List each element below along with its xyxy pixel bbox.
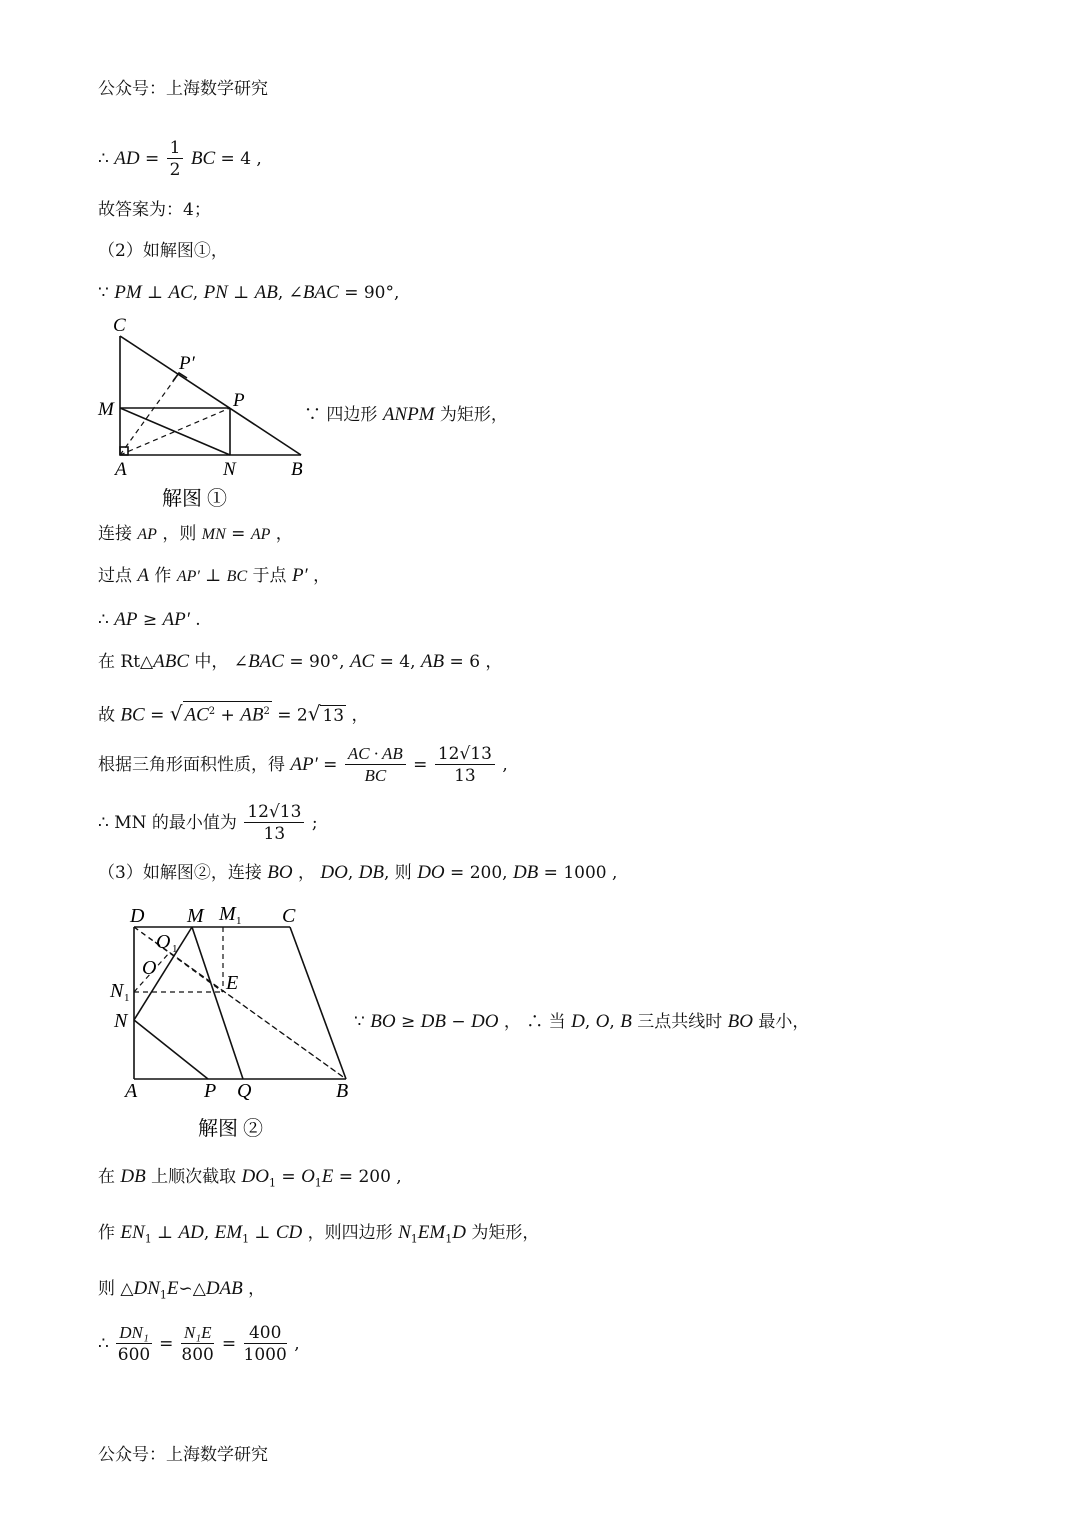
line-ad-equals: ∴ AD = $\frac{1}{2}$ BC = 4 , (98, 138, 262, 180)
fig1-caption: 解图 ① (162, 488, 227, 510)
figure-2-diagram (108, 900, 358, 1145)
line-part2: （2）如解图①， (98, 241, 228, 261)
fig1-label-p-prime: P′ (179, 353, 195, 374)
fig2-label-n1: N (110, 980, 124, 1002)
fig2-label-o1: O (156, 931, 171, 953)
fraction-half: $\frac{1}{2}$ (167, 138, 184, 181)
fig2-label-n: N (114, 1010, 128, 1032)
fig2-label-m1: M (219, 903, 236, 925)
line-bc-value: 故 BC = √ $AC^2 + AB^2 = 2√$ 13 ， (98, 701, 369, 726)
line-construct-en1: 作 $EN_1$ ⊥ AD, $EM_1$ ⊥ CD ，则四边形 $N_1EM_1D$ 为矩形， (98, 1222, 540, 1246)
fig2-label-m: M (187, 905, 204, 927)
fig2-sub-o1: 1 (172, 943, 178, 955)
line-connect-ap: 连接 AP ，则 MN = AP ， (98, 524, 293, 544)
line-ratios: ∴ $\frac{\text{DN₁}}{600}$ = $\frac{\text{N₁E}}{800}$ = $\frac{400}{1000}$ , (98, 1323, 300, 1365)
fraction-mn-min: $\frac{12√13}{13}$ (244, 802, 304, 845)
line-bo-geq: ∵ BO ≥ DB − DO ， ∴ 当 D, O, B 三点共线时 BO 最小， (354, 1011, 810, 1032)
line-part3: （3）如解图②，连接 BO ， DO, DB, 则 DO = 200, DB = 1000 , (98, 862, 618, 883)
fig2-label-p: P (204, 1080, 217, 1102)
fig2-label-o: O (142, 957, 157, 979)
line-answer: 故答案为：4； (98, 200, 211, 220)
fig2-label-a: A (125, 1080, 138, 1102)
fig1-label-p: P (233, 390, 245, 411)
fig1-label-b: B (291, 459, 303, 480)
fig2-caption: 解图 ② (198, 1118, 263, 1140)
fraction-ac-ab-over-bc: $\frac{AC \cdot AB}{BC}$ (345, 744, 406, 787)
fig1-label-m: M (98, 399, 114, 420)
footer-watermark: 公众号：上海数学研究 (98, 1445, 268, 1465)
header-watermark: 公众号：上海数学研究 (98, 79, 268, 99)
line-given-perp: ∵ PM ⊥ AC, PN ⊥ AB, ∠BAC = 90°, (98, 282, 400, 303)
line-mn-min: ∴ MN 的最小值为 $\frac{12√13}{13}$ ; (98, 802, 318, 844)
fig1-label-n: N (223, 459, 236, 480)
fig2-label-d: D (130, 905, 145, 927)
fig2-sub-n1: 1 (124, 992, 130, 1004)
line-ap-geq: ∴ AP ≥ AP′ . (98, 609, 201, 630)
fraction-12root13-over-13: $\frac{12√13}{13}$ (435, 744, 495, 787)
line-construct-ap-prime: 过点 A 作 AP′ ⊥ BC 于点 P′ ， (98, 565, 331, 586)
fraction-400-1000: $\frac{400}{1000}$ (243, 1323, 287, 1365)
line-right-triangle: 在 Rt△ABC 中， ∠BAC = 90°, AC = 4, AB = 6 ， (98, 651, 503, 672)
line-similar: 则 $\triangle DN_1E∽\triangle DAB$ ， (98, 1278, 266, 1302)
fig1-label-c: C (113, 315, 126, 336)
fig2-sub-m1: 1 (236, 915, 242, 927)
fig2-label-b: B (336, 1080, 349, 1102)
fraction-dn1-600: $\frac{\text{DN₁}}{600}$ (117, 1323, 151, 1365)
fig2-label-q: Q (237, 1080, 252, 1102)
line-cut-db: 在 DB 上顺次截取 $DO_1 = O_1E = 200$ , (98, 1166, 402, 1190)
fraction-n1e-800: $\frac{\text{N₁E}}{800}$ (181, 1323, 214, 1365)
fig2-label-e: E (226, 972, 239, 994)
fig1-label-a: A (115, 459, 127, 480)
figure-1-diagram (95, 312, 325, 512)
line-area-property: 根据三角形面积性质，得 AP′ = $\frac{AC \cdot AB}{BC}$ = $\frac{12√13}{13}$ , (98, 744, 508, 786)
fig2-label-c: C (282, 905, 296, 927)
line-rectangle-anpm: ∵ 四边形 ANPM 为矩形， (304, 404, 508, 425)
